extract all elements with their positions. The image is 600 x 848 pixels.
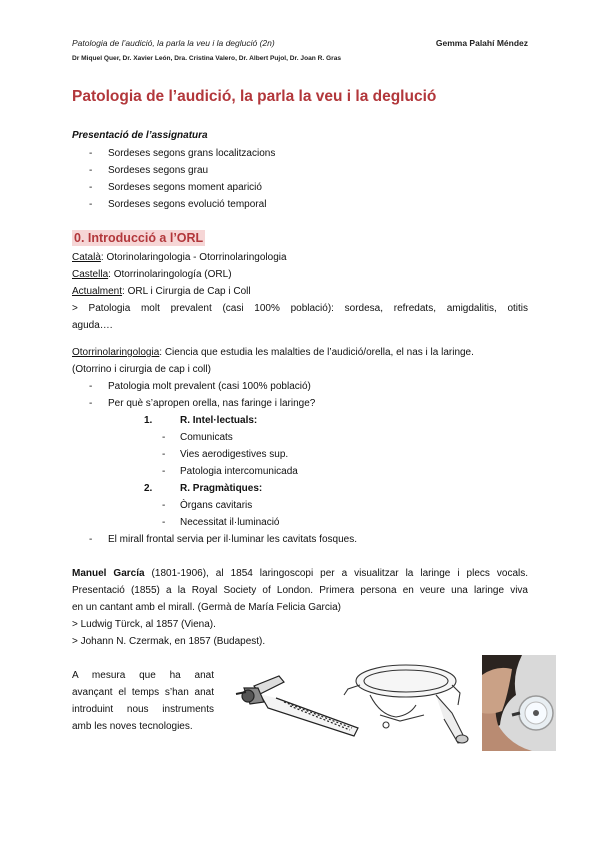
instruments-line-3: introduint nous instruments (72, 704, 214, 715)
list-item-text: Per què s’apropen orella, nas faringe i laringe? (108, 398, 316, 409)
actual-text: : ORL i Cirurgia de Cap i Coll (122, 286, 251, 297)
list-item: - (89, 534, 93, 545)
header-professors: Dr Miquel Quer, Dr. Xavier León, Dra. Cristina Valero, Dr. Albert Pujol, Dr. Joan R. Gras (72, 55, 342, 62)
reason-number: 2. (144, 483, 153, 494)
instruments-line-1: A mesura que ha anat (72, 670, 214, 681)
otorrino-text: : Ciencia que estudia les malalties de l’audició/orella, el nas i la laringe. (159, 347, 474, 358)
document-title: Patologia de l’audició, la parla la veu i la deglució (72, 88, 437, 105)
list-item: - (89, 199, 93, 210)
section-heading: 0. Introducció a l’ORL (74, 231, 204, 245)
castella-line (72, 266, 232, 283)
list-item: - (89, 182, 93, 193)
instruments-line-2: avançant el temps s’han anat (72, 687, 214, 698)
list-item-text: Sordeses segons grans localitzacions (108, 148, 276, 159)
castella-text: : Otorrinolaringología (ORL) (108, 269, 232, 280)
list-item-text: Sordeses segons evolució temporal (108, 199, 267, 210)
head-mirror-image (340, 655, 472, 745)
presentation-heading: Presentació de l’assignatura (72, 130, 208, 141)
list-item-text: Patologia molt prevalent (casi 100% població) (108, 381, 311, 392)
reason-label: R. Pragmàtiques: (180, 483, 263, 494)
header-author: Gemma Palahí Méndez (435, 38, 528, 48)
prevalent-line-2: aguda…. (72, 320, 113, 331)
list-item: - (162, 517, 166, 528)
list-item: - (162, 466, 166, 477)
prevalent-line-1: > Patologia molt prevalent (casi 100% població): sordesa, refredats, amigdalitis, otitis (72, 303, 528, 314)
otorrino-definition (72, 344, 474, 361)
list-item: - (89, 165, 93, 176)
castella-label: Castella (72, 269, 109, 280)
list-item-text: Vies aerodigestives sup. (180, 449, 289, 460)
instruments-line-4: amb les noves tecnologies. (72, 721, 193, 732)
list-item-text: Comunicats (180, 432, 233, 443)
list-item: - (162, 449, 166, 460)
reason-number: 1. (144, 415, 153, 426)
header-course-title: Patologia de l’audició, la parla la veu i la deglució (2n) (72, 38, 275, 48)
list-item: - (89, 148, 93, 159)
catala-text: : Otorinolaringologia - Otorrinolaringologia (100, 252, 287, 263)
garcia-line-2: Presentació (1855) a la Royal Society of London. Primera persona en veure una laringe viva (72, 585, 528, 596)
list-item-text: Necessitat il·luminació (180, 517, 280, 528)
garcia-line-5: > Johann N. Czermak, en 1857 (Budapest). (72, 636, 266, 647)
otorrino-line-2: (Otorrino i cirurgia de cap i coll) (72, 364, 211, 375)
list-item-text: El mirall frontal servia per il·luminar les cavitats fosques. (108, 534, 357, 545)
otorrino-label: Otorrinolaringologia (72, 347, 160, 358)
list-item: - (162, 432, 166, 443)
list-item: - (162, 500, 166, 511)
garcia-name: Manuel García (72, 568, 145, 579)
actual-line (72, 283, 251, 300)
catala-label: Català (72, 252, 101, 263)
catala-line (72, 249, 287, 266)
garcia-line-3: en un cantant amb el mirall. (Germà de María Felicia Garcia) (72, 602, 341, 613)
reason-label: R. Intel·lectuals: (180, 415, 258, 426)
head-mirror-photo (482, 655, 556, 751)
list-item-text: Òrgans cavitaris (180, 500, 253, 511)
list-item-text: Patologia intercomunicada (180, 466, 298, 477)
garcia-text: (1801-1906), al 1854 laringoscopi per a visualitzar la laringe i plecs vocals. (144, 568, 529, 579)
list-item: - (89, 381, 93, 392)
list-item-text: Sordeses segons grau (108, 165, 209, 176)
list-item-text: Sordeses segons moment aparició (108, 182, 262, 193)
actual-label: Actualment (72, 286, 123, 297)
garcia-line-4: > Ludwig Türck, al 1857 (Viena). (72, 619, 216, 630)
garcia-line-1 (72, 565, 528, 582)
list-item: - (89, 398, 93, 409)
page-header (72, 38, 528, 48)
